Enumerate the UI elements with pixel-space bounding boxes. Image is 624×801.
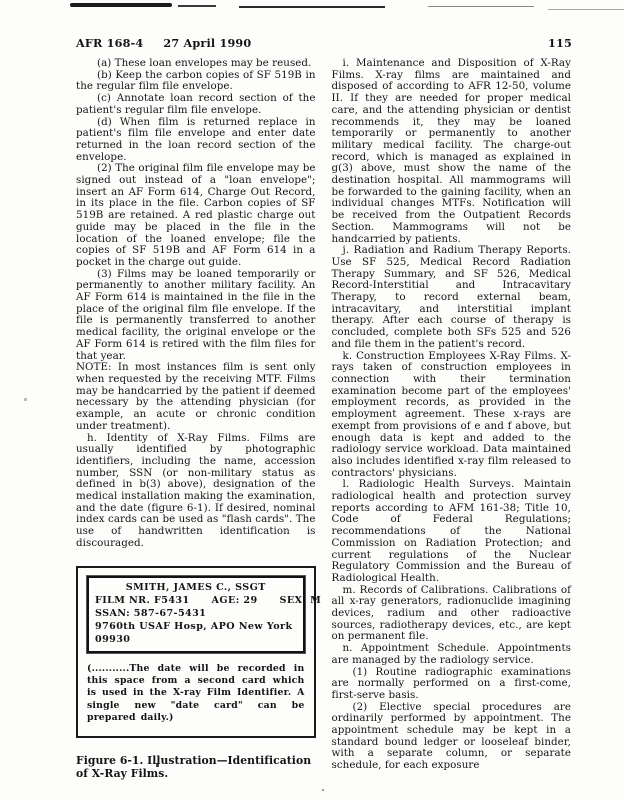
scan-artifact-line (178, 5, 216, 7)
paragraph: (b) Keep the carbon copies of SF 519B in the regular film file envelope. (76, 68, 316, 93)
paragraph: (d) When film is returned replace in patient's film file envelope and enter date returned in the loan record section of the envelope. (76, 115, 316, 163)
paragraph: (a) These loan envelopes may be reused. (97, 57, 312, 69)
paragraph: (c) Annotate loan record section of the patient's regular film file envelope. (76, 92, 316, 116)
paragraph: NOTE: In most instances film is sent only when requested by the receiving MTF. Films may be handcarried by the patient if deemed necessary by the attending physician (for example, an acute or chronic condition under treatment). (76, 361, 316, 432)
scan-artifact-line (70, 3, 172, 7)
paragraph: (3) Films may be loaned temporarily or permanently to another military facility. An AF Form 614 is maintained in the file in the place of the original film file envelope. If the file is permanently transferred to another medical facility, the original envelope or the AF Form 614 is retired with the film files for that year. (76, 267, 316, 362)
left-column-paragraphs (76, 58, 316, 550)
paragraph: (1) Routine radiographic examinations are normally performed on a first-come, first-serve basis. (331, 665, 571, 701)
paragraph: l. Radiologic Health Surveys. Maintain radiological health and protection survey reports according to AFM 161-38; Title 10, Code of Federal Regulations; recommendations of the National Commission on Radiation Protection; and current regulations of the Nuclear Regulatory Commission and the Bureau of Radiological Health. (331, 478, 571, 584)
scan-artifact-line (548, 9, 624, 10)
card-ssan: SSAN: 587-67-5431 (95, 607, 207, 619)
figure-box (76, 566, 322, 738)
paragraph: k. Construction Employees X-Ray Films. X-rays taken of construction employees in connection with their termination examination become part of the employees' employment records, as provided in the employment agreement. These x-rays are exempt from provisions of e and f above, but enough data is kept and added to the radiology service workload. Data maintained also includes identified x-ray film released to contractors' physicians. (331, 349, 571, 479)
paragraph: (2) Elective special procedures are ordinarily performed by appointment. The appointment schedule may be kept in a standard bound ledger or looseleaf binder, with a separate column, or separate schedule, for each exposure (331, 700, 571, 772)
card-film-data-row (95, 594, 322, 607)
paragraph: h. Identity of X-Ray Films. Films are usually identified by photographic identifiers, including the name, accession number, SSN (or non-military status as defined in b(3) above), designation of the medical installation making the examination, and the date (figure 6-1). If desired, nominal index cards can be used as "flash cards". The use of handwritten identification is discouraged. (76, 431, 316, 549)
paragraph: j. Radiation and Radium Therapy Reports. Use SF 525, Medical Record Radiation Therapy Summary, and SF 526, Medical Record-Interstitial and Intracavitary Therapy, to record external beam, intracavitary, and interstitial implant therapy. After each course of therapy is concluded, complete both SFs 525 and 526 and file them in the patient's record. (331, 244, 571, 350)
figure-note: (...........The date will be recorded in this space from a second card which is used in the X-ray Film Identifier. A single new "date card" can be prepared daily.) (87, 662, 305, 724)
scan-artifact-speck (24, 398, 27, 401)
scan-artifact-speck (322, 789, 324, 791)
scan-artifact-line (428, 6, 534, 7)
paragraph: m. Records of Calibrations. Calibrations of all x-ray generators, radionuclide imagining devices, radium and other radioactive sources, radiotherapy devices, etc., are kept on permanent file. (331, 583, 571, 643)
document-number: AFR 168-4 (76, 36, 144, 50)
card-sex: SEX: M (279, 594, 322, 606)
paragraph: n. Appointment Schedule. Appointments are managed by the radiology service. (331, 642, 571, 666)
scan-artifact-line (239, 6, 385, 8)
card-age: AGE: 29 (211, 594, 258, 606)
right-column (332, 58, 572, 781)
card-film-number: FILM NR. F5431 (95, 594, 190, 606)
text-columns (76, 58, 571, 781)
film-id-card (87, 576, 322, 653)
paragraph: (2) The original film file envelope may be signed out instead of a "loan envelope"; insert an AF Form 614, Charge Out Record, in its place in the file. Carbon copies of SF 519B are retained. A red plastic charge out guide may be placed in the file in the location of the loaned envelope; file the copies of SF 519B and AF Form 614 in a pocket in the charge out guide. (76, 162, 316, 268)
right-column-paragraphs (332, 58, 572, 772)
card-hospital: 9760th USAF Hosp, APO New York 09930 (95, 620, 293, 645)
card-patient-name: SMITH, JAMES C., SSGT (125, 581, 266, 593)
page-number: 115 (548, 36, 572, 50)
document-date: 27 April 1990 (163, 36, 252, 50)
figure-caption: Figure 6-1. Illustration—Identification of X-Ray Films. (76, 753, 312, 781)
paragraph: i. Maintenance and Disposition of X-Ray Films. X-ray films are maintained and disposed of according to AFR 12-50, volume II. If they are needed for proper medical care, and the attending physician or dentist recommends it, they may be loaned temporarily or permanently to another military medical facility. The charge-out record, which is managed as explained in g(3) above, must show the name of the destination hospital. All mammograms will be forwarded to the gaining facility, when an individual changes MTFs. Notification will be received from the Outpatient Records Section. Mammograms will not be handcarried by patients. (331, 57, 571, 245)
page-header (76, 36, 572, 50)
left-column (76, 57, 322, 781)
